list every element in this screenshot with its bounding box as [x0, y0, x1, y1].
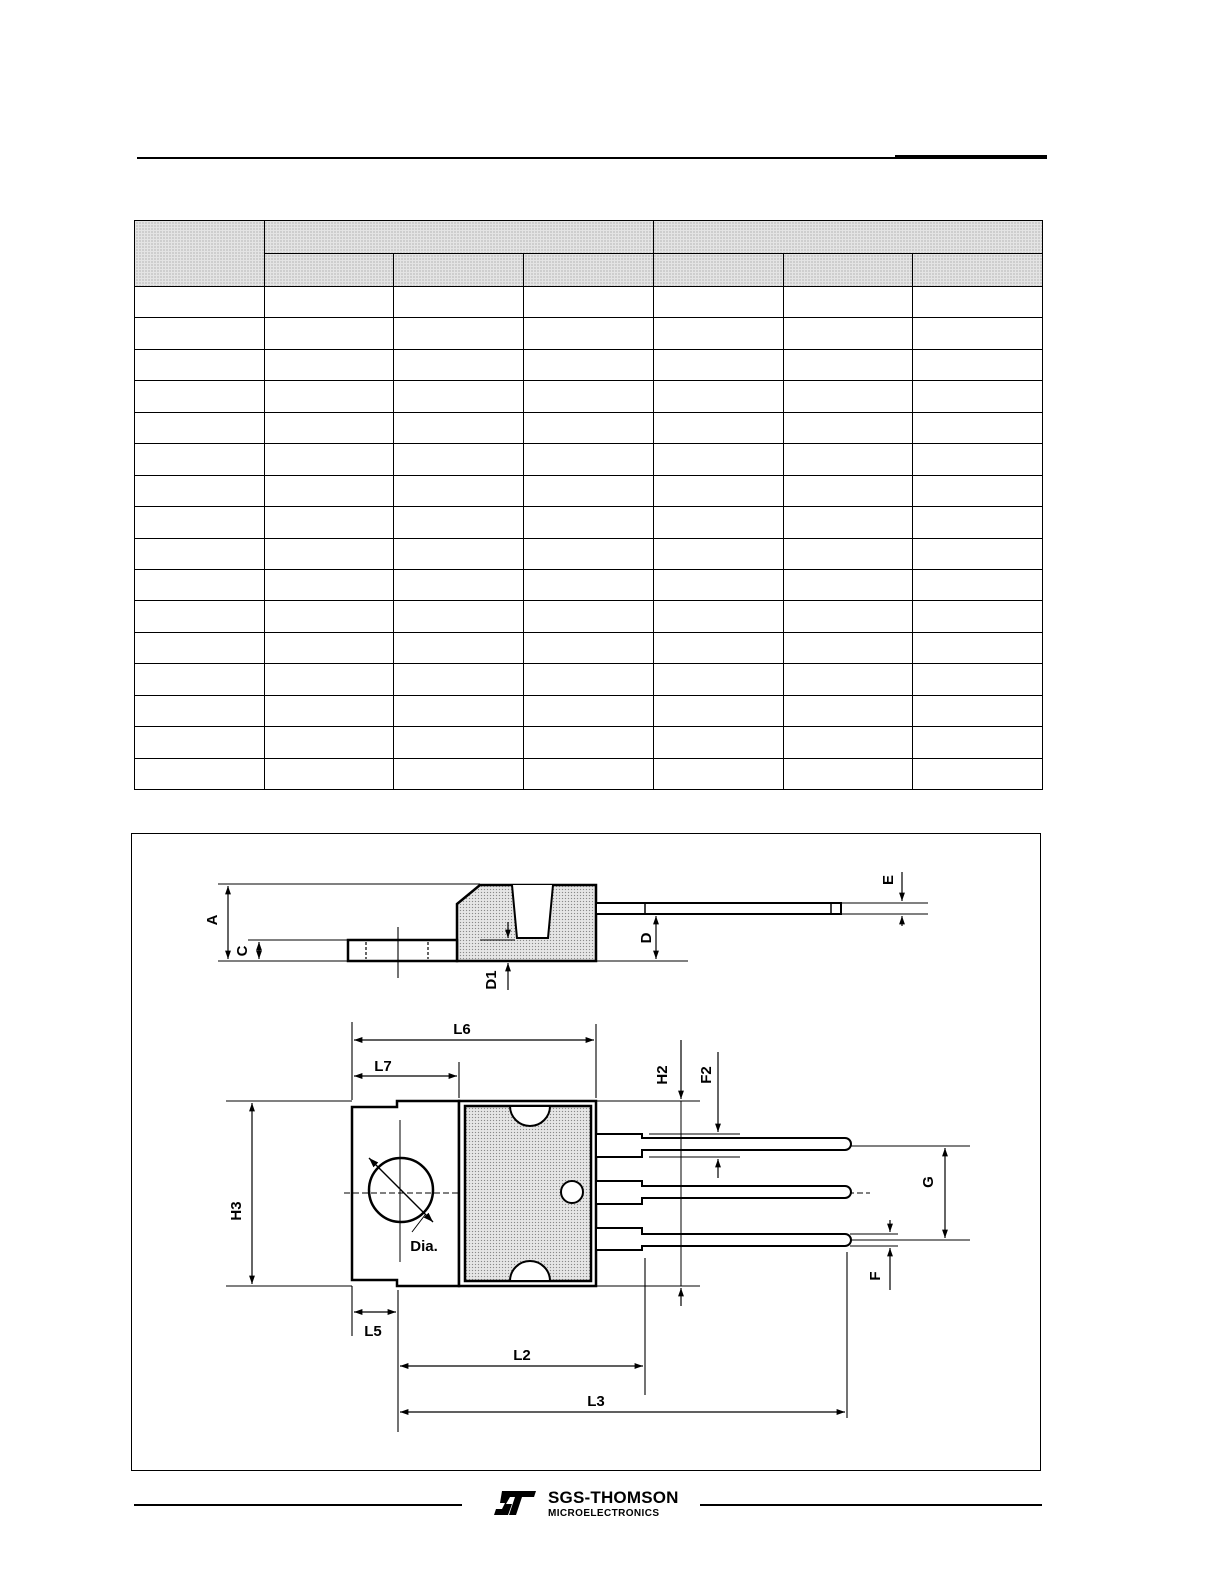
brand-name: SGS-THOMSON	[548, 1488, 679, 1507]
label-L5: L5	[364, 1323, 382, 1340]
table-cell	[913, 444, 1043, 475]
table-cell	[783, 287, 913, 318]
table-cell	[783, 349, 913, 380]
table-cell	[135, 475, 265, 506]
table-cell	[913, 632, 1043, 663]
table-row	[135, 444, 1043, 475]
table-cell	[783, 475, 913, 506]
top-view	[226, 1022, 970, 1432]
table-cell	[653, 507, 783, 538]
table-cell	[913, 695, 1043, 726]
table-cell	[653, 569, 783, 600]
table-cell	[783, 569, 913, 600]
table-row	[135, 727, 1043, 758]
side-view	[218, 872, 928, 990]
table-cell	[394, 507, 524, 538]
table-cell	[913, 475, 1043, 506]
table-row	[135, 381, 1043, 412]
label-L7: L7	[374, 1058, 392, 1075]
table-row	[135, 287, 1043, 318]
table-cell	[524, 475, 654, 506]
table-cell	[135, 538, 265, 569]
table-cell	[394, 381, 524, 412]
table-row	[135, 538, 1043, 569]
table-cell	[264, 412, 394, 443]
table-cell	[394, 349, 524, 380]
header-corner-cell	[135, 221, 265, 287]
table-cell	[653, 318, 783, 349]
table-cell	[653, 444, 783, 475]
table-cell	[524, 601, 654, 632]
label-F: F	[867, 1271, 884, 1281]
table-cell	[524, 349, 654, 380]
table-cell	[264, 287, 394, 318]
table-cell	[135, 695, 265, 726]
table-cell	[524, 381, 654, 412]
label-E: E	[880, 874, 897, 886]
table-cell	[264, 318, 394, 349]
table-cell	[653, 287, 783, 318]
table-cell	[524, 695, 654, 726]
header-group-cell	[653, 221, 1042, 254]
table-cell	[913, 569, 1043, 600]
table-cell	[783, 507, 913, 538]
table-cell	[783, 695, 913, 726]
label-dia: Dia.	[410, 1238, 438, 1255]
table-cell	[524, 664, 654, 695]
table-row	[135, 507, 1043, 538]
table-cell	[394, 727, 524, 758]
table-cell	[783, 601, 913, 632]
label-D: D	[638, 932, 655, 944]
table-cell	[394, 695, 524, 726]
table-cell	[913, 727, 1043, 758]
table-cell	[135, 601, 265, 632]
table-cell	[524, 444, 654, 475]
table-cell	[394, 287, 524, 318]
table-row	[135, 601, 1043, 632]
header-subcell	[394, 254, 524, 287]
table-cell	[653, 381, 783, 412]
label-G: G	[920, 1176, 937, 1188]
table-row	[135, 664, 1043, 695]
table-cell	[135, 381, 265, 412]
table-cell	[264, 475, 394, 506]
top-rule	[137, 157, 1047, 159]
table-cell	[913, 381, 1043, 412]
table-cell	[524, 632, 654, 663]
table-subheader-row	[135, 254, 1043, 287]
table-cell	[394, 601, 524, 632]
table-cell	[264, 538, 394, 569]
table-cell	[394, 475, 524, 506]
table-cell	[135, 349, 265, 380]
footer-rule-left	[134, 1504, 462, 1506]
table-cell	[135, 632, 265, 663]
table-cell	[264, 758, 394, 789]
table-cell	[264, 601, 394, 632]
table-row	[135, 318, 1043, 349]
table-cell	[913, 758, 1043, 789]
table-cell	[653, 632, 783, 663]
table-cell	[394, 538, 524, 569]
table-cell	[913, 412, 1043, 443]
package-outline-drawing	[131, 833, 1041, 1471]
table-cell	[135, 412, 265, 443]
table-cell	[394, 444, 524, 475]
header-subcell	[524, 254, 654, 287]
table-cell	[394, 569, 524, 600]
table-cell	[264, 569, 394, 600]
table-cell	[394, 632, 524, 663]
table-cell	[524, 287, 654, 318]
table-cell	[264, 444, 394, 475]
table-cell	[913, 349, 1043, 380]
label-F2: F2	[698, 1066, 715, 1084]
label-L2: L2	[513, 1347, 531, 1364]
label-L3: L3	[587, 1393, 605, 1410]
side-tab	[348, 940, 457, 961]
label-A: A	[204, 914, 221, 926]
label-H2: H2	[654, 1065, 671, 1085]
table-row	[135, 412, 1043, 443]
table-cell	[524, 569, 654, 600]
table-cell	[653, 349, 783, 380]
table-row	[135, 695, 1043, 726]
table-row	[135, 632, 1043, 663]
table-cell	[135, 318, 265, 349]
table-cell	[913, 601, 1043, 632]
table-cell	[524, 758, 654, 789]
table-cell	[264, 695, 394, 726]
table-row	[135, 349, 1043, 380]
table-cell	[783, 727, 913, 758]
footer-rule-right	[700, 1504, 1042, 1506]
brand-subtitle: MICROELECTRONICS	[548, 1508, 660, 1519]
label-H3: H3	[228, 1201, 245, 1221]
table-cell	[524, 507, 654, 538]
table-cell	[653, 727, 783, 758]
table-cell	[913, 318, 1043, 349]
table-cell	[394, 664, 524, 695]
st-logo-icon	[492, 1488, 542, 1518]
table-cell	[524, 412, 654, 443]
table-cell	[653, 758, 783, 789]
table-header-row	[135, 221, 1043, 254]
table-cell	[264, 632, 394, 663]
table-cell	[653, 695, 783, 726]
table-cell	[394, 318, 524, 349]
header-subcell	[264, 254, 394, 287]
table-cell	[783, 381, 913, 412]
table-cell	[783, 538, 913, 569]
label-C: C	[234, 945, 251, 957]
table-cell	[653, 664, 783, 695]
table-cell	[264, 664, 394, 695]
table-row	[135, 475, 1043, 506]
table-cell	[783, 758, 913, 789]
table-cell	[264, 381, 394, 412]
label-L6: L6	[453, 1021, 471, 1038]
table-cell	[524, 538, 654, 569]
table-cell	[783, 664, 913, 695]
table-cell	[524, 727, 654, 758]
side-body-groove	[512, 885, 553, 938]
table-cell	[653, 412, 783, 443]
table-cell	[653, 475, 783, 506]
dimensions-table	[134, 220, 1043, 790]
table-cell	[264, 507, 394, 538]
header-subcell	[653, 254, 783, 287]
table-cell	[783, 318, 913, 349]
table-cell	[135, 569, 265, 600]
label-D1: D1	[483, 970, 500, 990]
table-cell	[264, 349, 394, 380]
table-cell	[913, 664, 1043, 695]
table-cell	[264, 727, 394, 758]
table-cell	[135, 507, 265, 538]
header-group-cell	[264, 221, 653, 254]
table-cell	[135, 664, 265, 695]
table-row	[135, 758, 1043, 789]
table-cell	[524, 318, 654, 349]
table-cell	[783, 444, 913, 475]
top-rule-accent	[895, 155, 1047, 157]
table-cell	[783, 632, 913, 663]
table-cell	[135, 444, 265, 475]
table-row	[135, 569, 1043, 600]
table-cell	[913, 538, 1043, 569]
table-cell	[135, 287, 265, 318]
table-cell	[653, 538, 783, 569]
table-cell	[913, 287, 1043, 318]
table-cell	[394, 758, 524, 789]
side-lead	[596, 903, 841, 914]
table-cell	[394, 412, 524, 443]
table-cell	[653, 601, 783, 632]
table-cell	[135, 727, 265, 758]
table-cell	[913, 507, 1043, 538]
table-cell	[783, 412, 913, 443]
header-subcell	[913, 254, 1043, 287]
header-subcell	[783, 254, 913, 287]
table-cell	[135, 758, 265, 789]
